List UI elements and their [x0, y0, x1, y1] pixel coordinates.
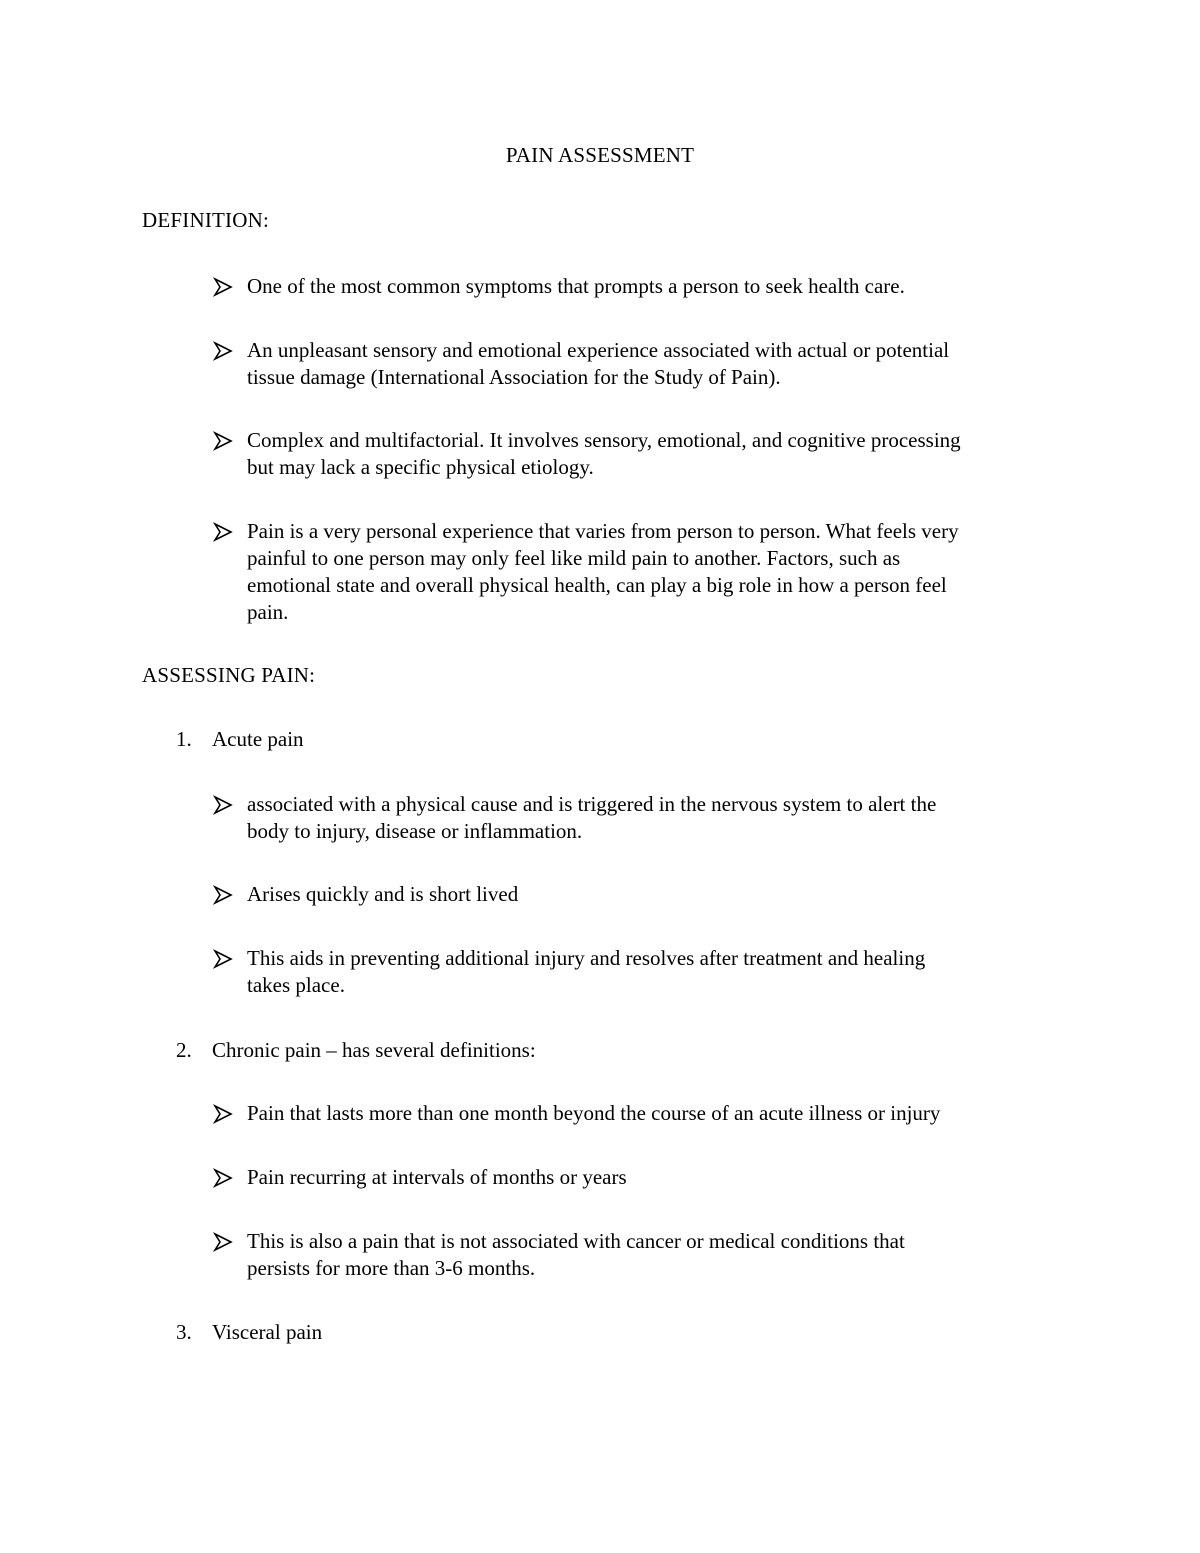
bullet-line: painful to one person may only feel like mild pain to another. Factors, such as [247, 546, 901, 570]
bullet-line: associated with a physical cause and is triggered in the nervous system to alert the [247, 792, 937, 816]
item-label: Acute pain [212, 727, 304, 751]
arrowhead-bullet-icon [213, 277, 233, 297]
arrowhead-bullet-icon [213, 341, 233, 361]
bullet-text [247, 518, 1067, 626]
bullet-line: persists for more than 3-6 months. [247, 1256, 536, 1280]
bullet-line: pain. [247, 600, 289, 624]
bullet-line: Pain recurring at intervals of months or years [247, 1165, 627, 1189]
bullet-text [247, 945, 1067, 999]
arrowhead-bullet-icon [213, 1104, 233, 1124]
item-label: Chronic pain – has several definitions: [212, 1038, 536, 1062]
arrowhead-bullet-icon [213, 431, 233, 451]
bullet-text [247, 337, 1067, 391]
bullet-line: emotional state and overall physical health, can play a big role in how a person feel [247, 573, 947, 597]
item-label: Visceral pain [212, 1320, 323, 1344]
bullet-line: Pain that lasts more than one month beyond the course of an acute illness or injury [247, 1101, 941, 1125]
bullet-line: tissue damage (International Association for the Study of Pain). [247, 365, 781, 389]
bullet-line: Pain is a very personal experience that varies from person to person. What feels very [247, 519, 959, 543]
section-heading-assessing-pain: ASSESSING PAIN: [142, 663, 316, 687]
bullet-line: This aids in preventing additional injury and resolves after treatment and healing [247, 946, 926, 970]
bullet-text [247, 427, 1067, 481]
arrowhead-bullet-icon [213, 949, 233, 969]
arrowhead-bullet-icon [213, 1232, 233, 1252]
arrowhead-bullet-icon [213, 795, 233, 815]
arrowhead-bullet-icon [213, 885, 233, 905]
bullet-text [247, 791, 1067, 845]
bullet-line: but may lack a specific physical etiology. [247, 455, 594, 479]
bullet-text [247, 1164, 1067, 1191]
arrowhead-bullet-icon [213, 1168, 233, 1188]
bullet-text [247, 273, 1067, 300]
bullet-line: Complex and multifactorial. It involves sensory, emotional, and cognitive processing [247, 428, 961, 452]
bullet-text [247, 1100, 1067, 1127]
item-number: 3. [176, 1320, 192, 1344]
bullet-line: This is also a pain that is not associated with cancer or medical conditions that [247, 1229, 905, 1253]
bullet-text [247, 1228, 1067, 1282]
bullet-line: Arises quickly and is short lived [247, 882, 519, 906]
bullet-line: body to injury, disease or inflammation. [247, 819, 583, 843]
section-heading-definition: DEFINITION: [142, 208, 270, 232]
page-title: PAIN ASSESSMENT [505, 143, 695, 167]
bullet-text [247, 881, 1067, 908]
arrowhead-bullet-icon [213, 522, 233, 542]
item-number: 1. [176, 727, 192, 751]
item-number: 2. [176, 1038, 192, 1062]
bullet-line: One of the most common symptoms that prompts a person to seek health care. [247, 274, 905, 298]
bullet-line: takes place. [247, 973, 345, 997]
bullet-line: An unpleasant sensory and emotional experience associated with actual or potential [247, 338, 950, 362]
